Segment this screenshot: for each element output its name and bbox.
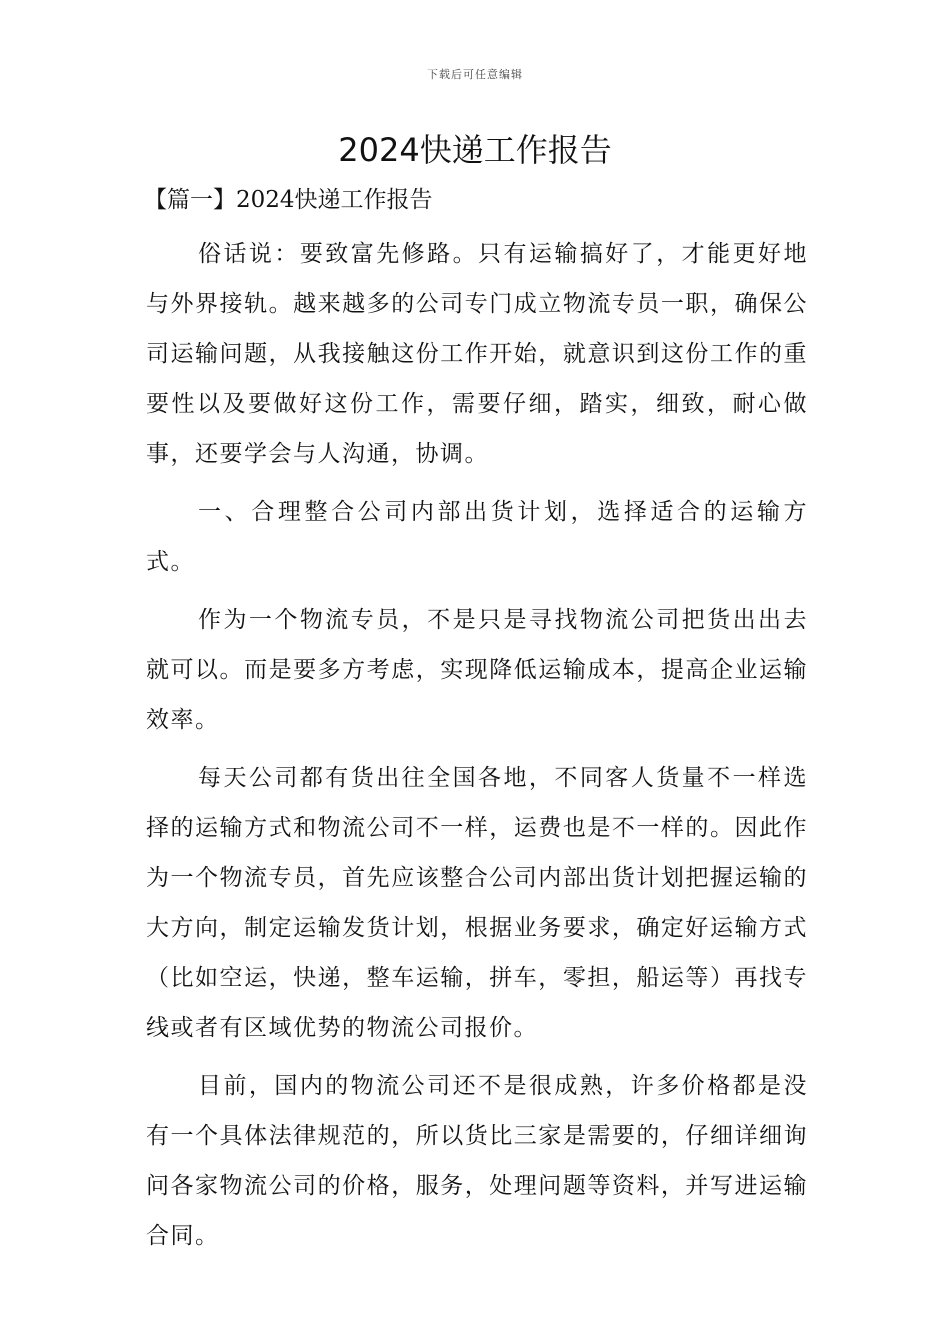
paragraph-logistics-role: 作为一个物流专员，不是只是寻找物流公司把货出出去就可以。而是要多方考虑，实现降低运输成本，提高企业运输效率。 (146, 607, 808, 733)
section-heading: 【篇一】2024快递工作报告 (144, 187, 433, 213)
document-body (146, 229, 808, 1269)
header-note: 下载后可任意编辑 (427, 68, 523, 81)
paragraph-shipping-plan: 每天公司都有货出往全国各地，不同客人货量不一样选择的运输方式和物流公司不一样，运费也是不一样的。因此作为一个物流专员，首先应该整合公司内部出货计划把握运输的大方向，制定运输发货计划，根据业务要求，确定好运输方式（比如空运，快递，整车运输，拼车，零担，船运等）再找专线或者有区域优势的物流公司报价。 (146, 765, 808, 1041)
document-title: 2024快递工作报告 (338, 131, 612, 169)
paragraph-price-comparison: 目前，国内的物流公司还不是很成熟，许多价格都是没有一个具体法律规范的，所以货比三家是需要的，仔细详细询问各家物流公司的价格，服务，处理问题等资料，并写进运输合同。 (146, 1073, 808, 1249)
paragraph-intro: 俗话说：要致富先修路。只有运输搞好了，才能更好地与外界接轨。越来越多的公司专门成立物流专员一职，确保公司运输问题，从我接触这份工作开始，就意识到这份工作的重要性以及要做好这份工作，需要仔细，踏实，细致，耐心做事，还要学会与人沟通，协调。 (146, 241, 808, 467)
paragraph-point-one: 一、合理整合公司内部出货计划，选择适合的运输方式。 (146, 499, 808, 575)
